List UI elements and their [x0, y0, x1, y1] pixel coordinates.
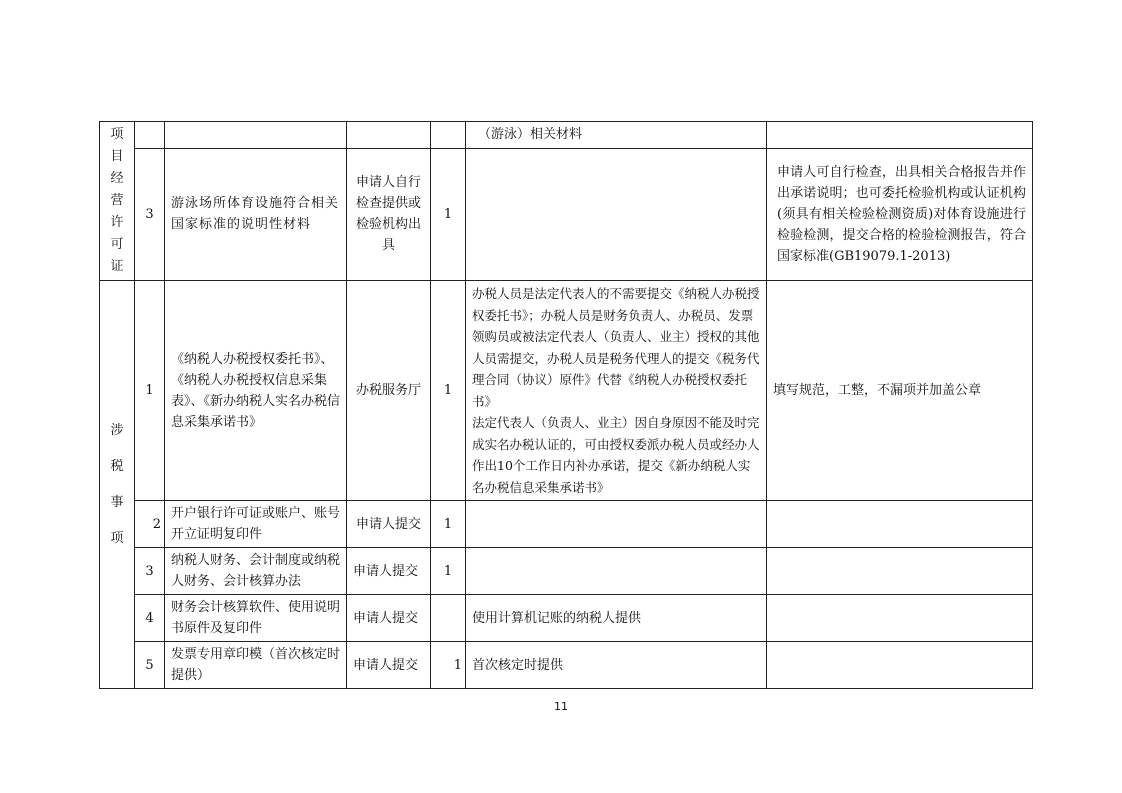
material-cell: 发票专用章印模（首次核定时提供） — [165, 642, 347, 689]
requirement-paragraph: 办税人员是法定代表人的不需要提交《纳税人办税授权委托书》；办税人员是财务负责人、办税员、发票领购员或被法定代表人（负责人、业主）授权的其他人员需提交，办税人员是税务代理人的提交《税务代理合同（协议）原件》代替《纳税人办税授权委托书》 — [472, 286, 760, 409]
notes-cell — [767, 595, 1033, 642]
table-row — [100, 148, 1033, 280]
copies-cell: 1 — [431, 548, 466, 595]
material-cell: 财务会计核算软件、使用说明书原件及复印件 — [165, 595, 347, 642]
category-label: 项目经营许可证 — [110, 127, 124, 274]
notes-cell — [767, 642, 1033, 689]
requirement-cell — [466, 148, 767, 280]
table-row — [100, 501, 1033, 548]
table-row — [100, 642, 1033, 689]
notes-cell — [767, 501, 1033, 548]
source-cell: 申请人提交 — [347, 642, 431, 689]
copies-cell: 1 — [431, 281, 466, 501]
copies-cell: 1 — [431, 501, 466, 548]
source-cell: 申请人提交 — [347, 501, 431, 548]
notes-cell — [767, 122, 1033, 149]
copies-cell: 1 — [431, 642, 466, 689]
table-row — [100, 122, 1033, 149]
material-cell: 纳税人财务、会计制度或纳税人财务、会计核算办法 — [165, 548, 347, 595]
source-cell: 申请人自行检查提供或检验机构出具 — [347, 148, 431, 280]
table-row — [100, 548, 1033, 595]
category-cell — [100, 122, 135, 281]
page-number: 11 — [554, 700, 568, 713]
copies-cell: 1 — [431, 148, 466, 280]
row-number: 5 — [135, 642, 165, 689]
row-number: 1 — [135, 281, 165, 501]
source-cell — [347, 122, 431, 149]
material-cell: 游泳场所体育设施符合相关国家标准的说明性材料 — [165, 148, 347, 280]
notes-cell — [767, 548, 1033, 595]
source-cell: 申请人提交 — [347, 595, 431, 642]
requirement-cell — [466, 501, 767, 548]
requirement-cell: 使用计算机记账的纳税人提供 — [466, 595, 767, 642]
row-number: 4 — [135, 595, 165, 642]
source-cell: 申请人提交 — [347, 548, 431, 595]
row-number — [135, 122, 165, 149]
row-number: 3 — [135, 548, 165, 595]
material-cell — [165, 122, 347, 149]
requirement-paragraph: 法定代表人（负责人、业主）因自身原因不能及时完成实名办税认证的，可由授权委派办税人员或经办人作出10个工作日内补办承诺，提交《新办纳税人实名办税信息采集承诺书》 — [472, 415, 760, 495]
source-cell: 办税服务厅 — [347, 281, 431, 501]
notes-cell: 填写规范，工整，不漏项并加盖公章 — [767, 281, 1033, 501]
material-cell: 《纳税人办税授权委托书》、《纳税人办税授权信息采集表》、《新办纳税人实名办税信息采集承诺书》 — [165, 281, 347, 501]
requirement-cell — [466, 548, 767, 595]
copies-cell — [431, 122, 466, 149]
table-row — [100, 281, 1033, 501]
table-row — [100, 595, 1033, 642]
row-number: 2 — [135, 501, 165, 548]
notes-cell: 申请人可自行检查，出具相关合格报告并作出承诺说明；也可委托检验机构或认证机构(须具有相关检验检测资质)对体育设施进行检验检测，提交合格的检验检测报告，符合国家标准(GB19079.1-2013) — [767, 148, 1033, 280]
category-label: 涉税事项 — [110, 422, 124, 546]
copies-cell — [431, 595, 466, 642]
category-cell — [100, 281, 135, 689]
row-number: 3 — [135, 148, 165, 280]
document-table — [99, 121, 1033, 689]
requirement-cell — [466, 281, 767, 501]
requirement-cell: （游泳）相关材料 — [466, 122, 767, 149]
requirement-cell: 首次核定时提供 — [466, 642, 767, 689]
material-cell: 开户银行许可证或账户、账号开立证明复印件 — [165, 501, 347, 548]
